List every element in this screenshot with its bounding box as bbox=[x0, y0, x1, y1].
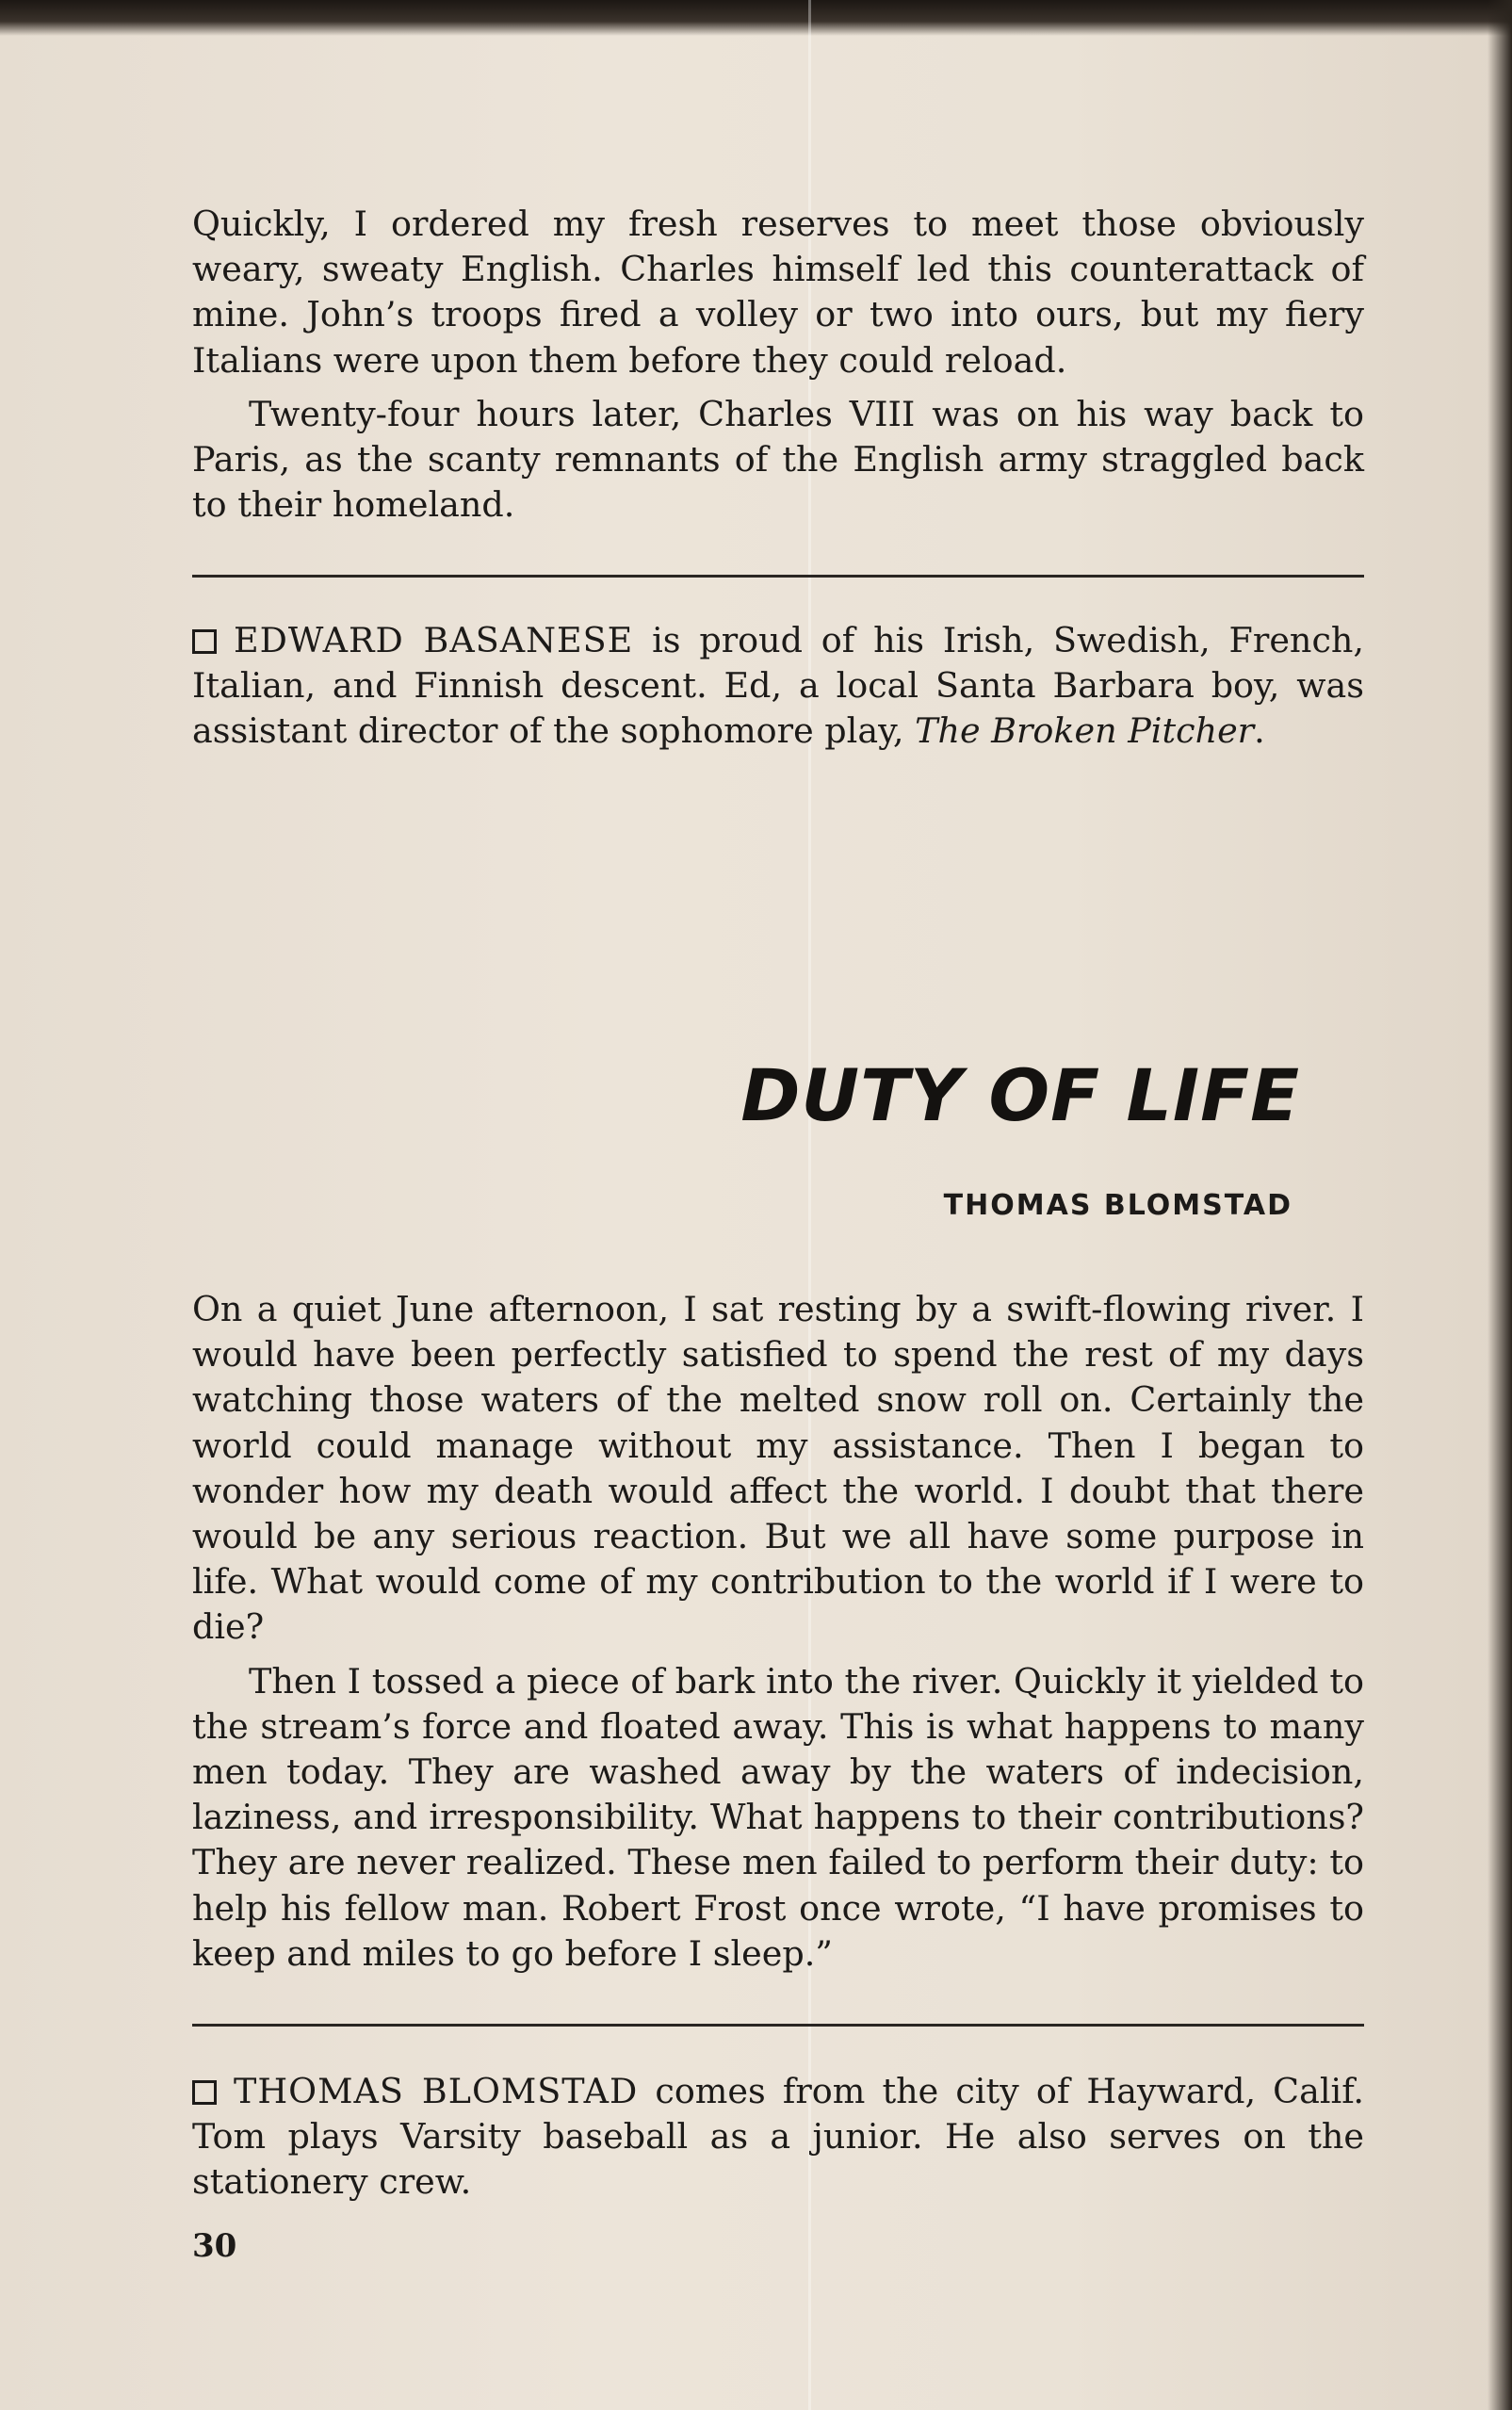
bio-description: comes from the city of Hayward, Calif. Tom plays Varsity baseball as a junior. He also serves on the stationery crew. bbox=[192, 2071, 1364, 2203]
checkbox-box-icon bbox=[192, 629, 217, 654]
bio-author-name: THOMAS BLOMSTAD bbox=[234, 2071, 639, 2111]
story-paragraph: Quickly, I ordered my fresh reserves to meet those obviously weary, sweaty English. Charles himself led this counterattack of mine. John’s troops fired a volley or two into ours, but my fiery Italians were upon them before they could reload. bbox=[192, 204, 1364, 381]
section-divider-rule bbox=[192, 575, 1364, 578]
play-title: The Broken Pitcher bbox=[915, 710, 1255, 752]
essay-paragraph: Then I tossed a piece of bark into the river. Quickly it yielded to the stream’s force and floated away. This is what happens to many men today. They are washed away by the waters of indecision, laziness, and irresponsibility. What happens to their contributions? They are never realized. These men failed to perform their duty: to help his fellow man. Robert Frost once wrote, “I have promises to keep and miles to go before I sleep.” bbox=[192, 1660, 1364, 1974]
bio-author-name: EDWARD BASANESE bbox=[234, 620, 634, 660]
bio-text bbox=[192, 618, 1364, 755]
checkbox-box-icon bbox=[192, 2080, 217, 2105]
page-right-shadow bbox=[1488, 0, 1512, 2410]
essay-author: THOMAS BLOMSTAD bbox=[943, 1189, 1293, 1222]
page-top-shadow bbox=[0, 0, 1512, 36]
bio-text bbox=[192, 2069, 1364, 2206]
continued-story-text bbox=[192, 202, 1364, 528]
author-bio-edward-basanese bbox=[192, 618, 1364, 755]
story-paragraph: Twenty-four hours later, Charles VIII was on his way back to Paris, as the scanty remnants of the English army straggled back to their homeland. bbox=[192, 393, 1364, 526]
page-number: 30 bbox=[192, 2227, 237, 2265]
essay-paragraph: On a quiet June afternoon, I sat resting by a swift-flowing river. I would have been perfectly satisfied to spend the rest of my days watching those waters of the melted snow roll on. Certainly the world could manage without my assistance. Then I began to wonder how my death would affect the world. I doubt that there would be any serious reaction. But we all have some purpose in life. What would come of my contribution to the world if I were to die? bbox=[192, 1289, 1364, 1648]
bio-description: is proud of his Irish, Swedish, French, Italian, and Finnish descent. Ed, a local Santa Barbara boy, was assistant director of the sophomore play, bbox=[192, 620, 1364, 752]
essay-body bbox=[192, 1287, 1364, 1977]
bio-period: . bbox=[1254, 710, 1265, 752]
section-divider-rule bbox=[192, 2024, 1364, 2027]
author-bio-thomas-blomstad bbox=[192, 2069, 1364, 2206]
essay-title: DUTY OF LIFE bbox=[740, 1053, 1300, 1137]
